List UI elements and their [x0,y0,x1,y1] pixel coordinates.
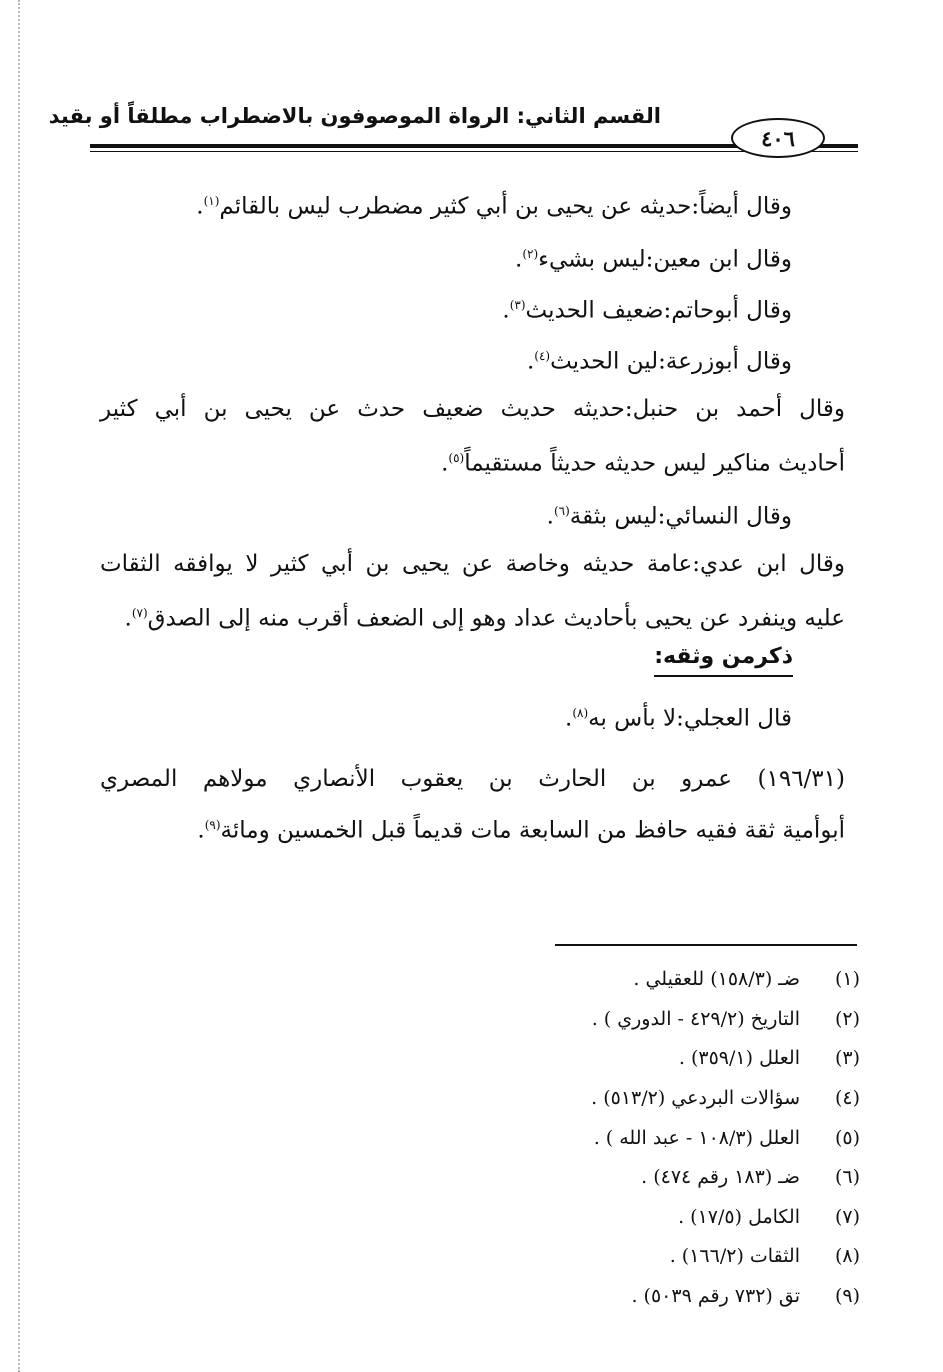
page-number: ٤٠٦ [731,118,825,158]
footnote-item: (١)ضـ (١٥٨/٣) للعقيلي . [633,968,860,990]
body-line: عليه وينفرد عن يحيى بأحاديث عداد وهو إلى الضعف أقرب منه إلى الصدق$^{(٧)}$. [124,605,845,632]
footnote-separator [555,944,857,946]
scan-edge-dots [18,0,22,1372]
footnote-item: (٢)التاريخ (٤٢٩/٢ - الدوري ) . [591,1008,860,1030]
footnote-item: (٥)العلل (١٠٨/٣ - عبد الله ) . [593,1127,860,1149]
page-header-title: القسم الثاني: الرواة الموصوفون بالاضطراب مطلقاً أو بقيد [48,104,661,128]
section-subheading: ذكرمن وثقه: [654,644,793,677]
footnote-item: (٦)ضـ (١٨٣ رقم ٤٧٤) . [641,1166,860,1188]
body-line: وقال أحمد بن حنبل:حديثه حديث ضعيف حدث عن يحيى بن أبي كثير [100,396,845,422]
body-line: وقال ابن عدي:عامة حديثه وخاصة عن يحيى بن أبي كثير لا يوافقه الثقات [100,551,845,577]
body-line: أحاديث مناكير ليس حديثه حديثاً مستقيماً$^{(٥)}$. [441,450,845,477]
body-line: وقال أبوزرعة:لين الحديث$^{(٤)}$. [526,348,792,375]
body-line: وقال النسائي:ليس بثقة$^{(٦)}$. [546,503,792,530]
footnote-item: (٧)الكامل (١٧/٥) . [678,1206,860,1228]
body-line: وقال ابن معين:ليس بشيء$^{(٢)}$. [515,246,792,273]
body-line: وقال أبوحاتم:ضعيف الحديث$^{(٣)}$. [502,297,792,324]
narrator-entry-line: أبوأمية ثقة فقيه حافظ من السابعة مات قديماً قبل الخمسين ومائة$^{(٩)}$. [197,817,845,844]
footnote-item: (٤)سؤالات البردعي (٥١٣/٢) . [591,1087,860,1109]
body-line: وقال أيضاً:حديثه عن يحيى بن أبي كثير مضطرب ليس بالقائم$^{(١)}$. [196,193,792,220]
narrator-entry-line: (١٩٦/٣١) عمرو بن الحارث بن يعقوب الأنصاري مولاهم المصري [100,766,845,792]
footnote-item: (٩)تق (٧٣٢ رقم ٥٠٣٩) . [631,1285,860,1307]
footnote-item: (٣)العلل (٣٥٩/١) . [678,1047,860,1069]
body-line: قال العجلي:لا بأس به$^{(٨)}$. [565,705,792,732]
footnote-item: (٨)الثقات (١٦٦/٢) . [669,1245,860,1267]
